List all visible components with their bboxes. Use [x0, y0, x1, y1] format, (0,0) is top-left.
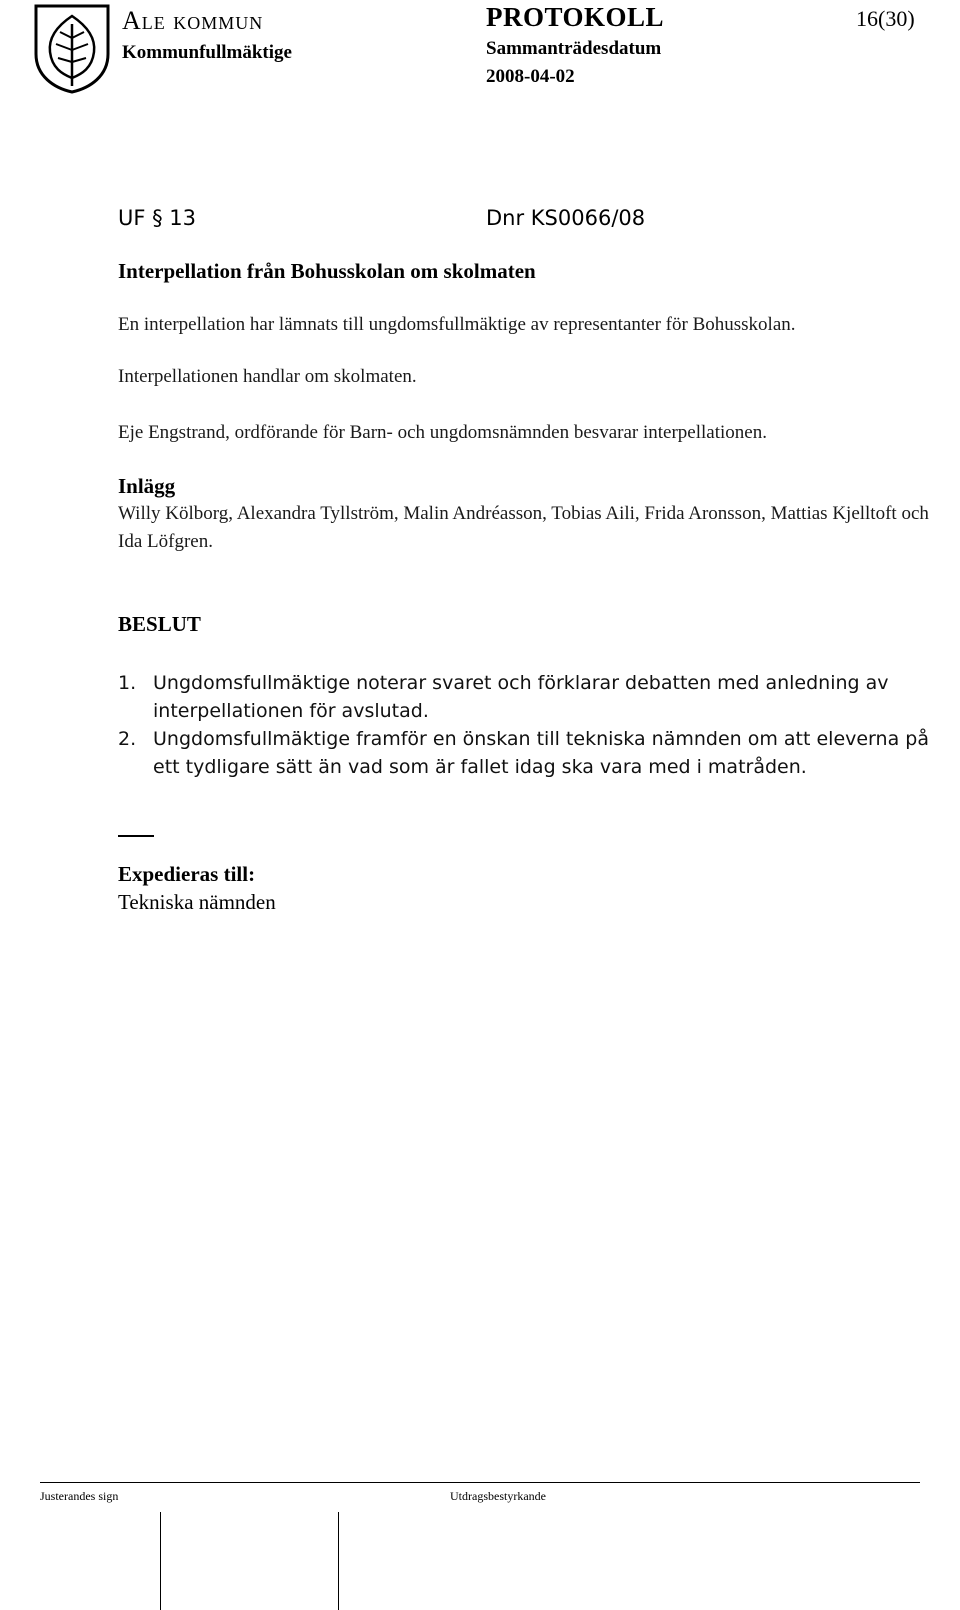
organization-name: Ale kommun — [122, 6, 264, 35]
paragraph: En interpellation har lämnats till ungdomsfullmäktige av representanter för Bohusskolan. — [118, 314, 796, 335]
case-registration-number: Dnr KS0066/08 — [486, 206, 646, 230]
decision-number: 1. — [118, 672, 137, 694]
case-paragraph-number: UF § 13 — [118, 206, 197, 230]
distribution-recipient: Tekniska nämnden — [118, 890, 276, 914]
decision-item — [118, 669, 958, 725]
distribution-heading: Expedieras till: — [118, 862, 256, 886]
extract-certification-label: Utdragsbestyrkande — [450, 1489, 546, 1503]
case-title: Interpellation från Bohusskolan om skolmaten — [118, 259, 536, 283]
signature-box-divider — [160, 1512, 161, 1610]
decision-heading: BESLUT — [118, 612, 201, 636]
ale-kommun-logo — [32, 2, 112, 94]
decision-text: Ungdomsfullmäktige noterar svaret och förklarar debatten med anledning av interpellationen för avslutad. — [153, 672, 889, 722]
paragraph: Interpellationen handlar om skolmaten. — [118, 366, 417, 387]
organization-body: Kommunfullmäktige — [122, 42, 292, 63]
page-number: 16(30) — [856, 6, 915, 31]
decision-item — [118, 725, 958, 781]
meeting-date: 2008-04-02 — [486, 66, 575, 87]
inlagg-speakers: Willy Kölborg, Alexandra Tyllström, Malin Andréasson, Tobias Aili, Frida Aronsson, Mattias Kjelltoft och Ida Löfgren. — [118, 503, 929, 552]
document-type: PROTOKOLL — [486, 2, 665, 32]
meeting-date-label: Sammanträdesdatum — [486, 38, 662, 59]
paragraph: Eje Engstrand, ordförande för Barn- och ungdomsnämnden besvarar interpellationen. — [118, 422, 767, 443]
divider — [118, 835, 154, 837]
footer-divider — [40, 1482, 920, 1483]
adjuster-signature-label: Justerandes sign — [40, 1489, 119, 1503]
decision-number: 2. — [118, 728, 137, 750]
signature-box-divider — [338, 1512, 339, 1610]
inlagg-heading: Inlägg — [118, 474, 176, 498]
decision-text: Ungdomsfullmäktige framför en önskan till tekniska nämnden om att eleverna på ett tydligare sätt än vad som är fallet idag ska vara med i matråden. — [153, 728, 929, 778]
